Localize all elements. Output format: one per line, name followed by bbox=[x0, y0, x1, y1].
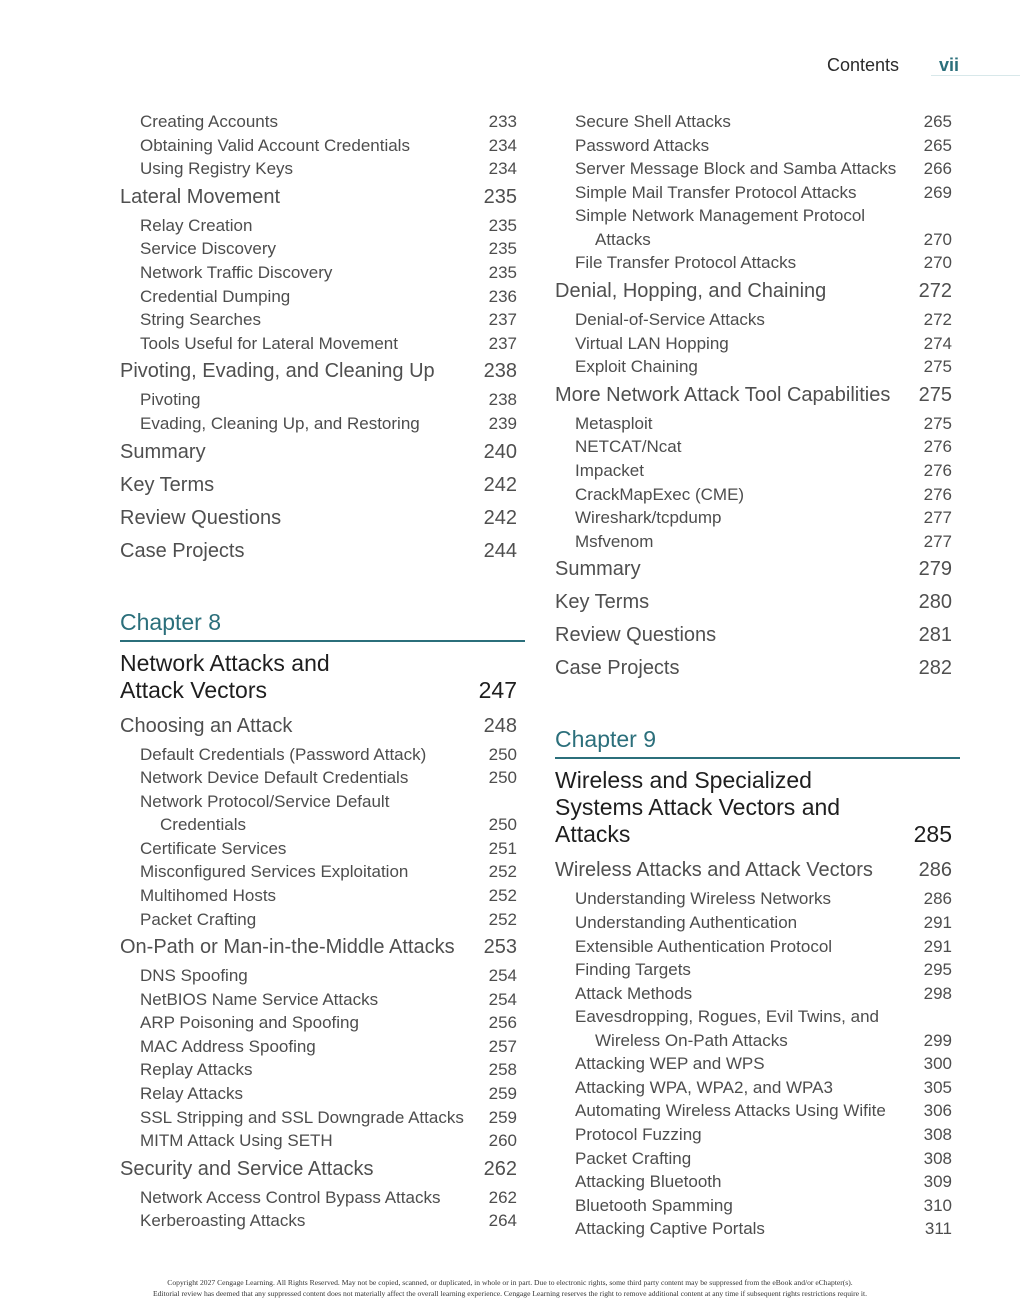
toc-subsection-entry bbox=[120, 157, 517, 181]
chapter-title-block bbox=[555, 767, 952, 848]
toc-entry-title: Certificate Services bbox=[140, 838, 287, 858]
toc-entry-title: Credential Dumping bbox=[140, 286, 291, 306]
toc-entry-page: 309 bbox=[923, 1172, 952, 1192]
toc-entry-title: ARP Poisoning and Spoofing bbox=[140, 1013, 359, 1033]
toc-entry-page: 259 bbox=[488, 1107, 517, 1127]
toc-subsection-entry bbox=[120, 988, 517, 1012]
toc-section-entry bbox=[555, 652, 952, 685]
toc-column-left bbox=[120, 110, 517, 1233]
chapter-label: Chapter 9 bbox=[555, 726, 657, 753]
toc-subsection-entry bbox=[555, 332, 952, 356]
toc-subsection-entry bbox=[120, 837, 517, 861]
toc-entry-title: Wireshark/tcpdump bbox=[575, 508, 722, 528]
toc-section-entry bbox=[120, 535, 517, 568]
toc-entry-title bbox=[120, 790, 489, 837]
toc-entry-title: Key Terms bbox=[555, 591, 650, 614]
toc-subsection-entry bbox=[120, 964, 517, 988]
toc-entry-title-line: Eavesdropping, Rogues, Evil Twins, and bbox=[575, 1007, 879, 1027]
chapter-title-line: Systems Attack Vectors and bbox=[555, 794, 841, 821]
toc-entry-page: 237 bbox=[488, 333, 517, 353]
toc-entry-title-line: Wireless On-Path Attacks bbox=[595, 1030, 788, 1050]
toc-subsection-entry bbox=[120, 1106, 517, 1130]
chapter-title-line: Attack Vectors bbox=[120, 676, 268, 703]
toc-subsection-entry bbox=[555, 204, 952, 251]
toc-entry-title: MAC Address Spoofing bbox=[140, 1036, 316, 1056]
toc-entry-page: 306 bbox=[923, 1101, 952, 1121]
toc-entry-title: Protocol Fuzzing bbox=[575, 1125, 702, 1145]
toc-entry-title bbox=[555, 1005, 924, 1052]
toc-entry-page: 259 bbox=[488, 1084, 517, 1104]
toc-section-entry bbox=[555, 275, 952, 308]
toc-entry-page: 299 bbox=[923, 1030, 952, 1050]
toc-entry-title: Service Discovery bbox=[140, 239, 277, 259]
toc-subsection-entry bbox=[120, 1209, 517, 1233]
toc-section-entry bbox=[555, 586, 952, 619]
toc-section-entry bbox=[120, 355, 517, 388]
toc-entry-page: 280 bbox=[918, 591, 952, 614]
toc-entry-title: Case Projects bbox=[555, 657, 680, 680]
page-number: vii bbox=[939, 55, 960, 75]
toc-entry-title bbox=[555, 204, 924, 251]
toc-entry-page: 295 bbox=[923, 960, 952, 980]
toc-entry-title: Bluetooth Spamming bbox=[575, 1195, 733, 1215]
toc-entry-page: 250 bbox=[488, 744, 517, 764]
toc-entry-title: Kerberoasting Attacks bbox=[140, 1211, 306, 1231]
toc-entry-page: 291 bbox=[923, 936, 952, 956]
toc-entry-title: On-Path or Man-in-the-Middle Attacks bbox=[120, 936, 455, 959]
toc-entry-page: 254 bbox=[488, 989, 517, 1009]
chapter-title-line: Attacks bbox=[555, 821, 631, 848]
chapter-title-row bbox=[555, 767, 952, 794]
toc-entry-title: Attacking Bluetooth bbox=[575, 1172, 722, 1192]
toc-entry-page: 238 bbox=[488, 390, 517, 410]
toc-entry-title: NetBIOS Name Service Attacks bbox=[140, 989, 379, 1009]
toc-entry-title: Replay Attacks bbox=[140, 1060, 253, 1080]
toc-entry-title: Relay Attacks bbox=[140, 1084, 243, 1104]
chapter-page: 285 bbox=[913, 821, 952, 848]
toc-subsection-entry bbox=[120, 308, 517, 332]
toc-entry-title: Server Message Block and Samba Attacks bbox=[575, 159, 897, 179]
toc-entry-page: 298 bbox=[923, 983, 952, 1003]
toc-entry-page: 311 bbox=[924, 1219, 952, 1239]
toc-entry-title: Pivoting, Evading, and Cleaning Up bbox=[120, 360, 435, 383]
toc-entry-page: 265 bbox=[923, 135, 952, 155]
toc-entry-page: 239 bbox=[488, 413, 517, 433]
toc-entry-page: 276 bbox=[923, 437, 952, 457]
toc-subsection-entry bbox=[120, 332, 517, 356]
toc-entry-page: 269 bbox=[923, 182, 952, 202]
toc-entry-title: Network Access Control Bypass Attacks bbox=[140, 1187, 441, 1207]
toc-subsection-entry bbox=[120, 1011, 517, 1035]
toc-entry-page: 275 bbox=[918, 383, 952, 406]
toc-entry-title: Understanding Wireless Networks bbox=[575, 889, 832, 909]
toc-subsection-entry bbox=[555, 911, 952, 935]
toc-subsection-entry bbox=[120, 237, 517, 261]
toc-entry-page: 277 bbox=[923, 508, 952, 528]
toc-subsection-entry bbox=[120, 766, 517, 790]
toc-subsection-entry bbox=[555, 308, 952, 332]
toc-subsection-entry bbox=[555, 157, 952, 181]
toc-entry-title: File Transfer Protocol Attacks bbox=[575, 253, 797, 273]
toc-entry-page: 237 bbox=[488, 310, 517, 330]
toc-entry-page: 248 bbox=[483, 714, 517, 737]
toc-entry-page: 252 bbox=[488, 862, 517, 882]
toc-entry-page: 235 bbox=[488, 239, 517, 259]
toc-section-entry bbox=[120, 931, 517, 964]
toc-entry-title: Lateral Movement bbox=[120, 185, 281, 208]
chapter-title-row bbox=[555, 821, 952, 848]
toc-section-entry bbox=[120, 181, 517, 214]
toc-entry-title: Password Attacks bbox=[575, 135, 710, 155]
toc-entry-title: Network Traffic Discovery bbox=[140, 262, 333, 282]
toc-entry-title: Understanding Authentication bbox=[575, 912, 798, 932]
toc-entry-title: Extensible Authentication Protocol bbox=[575, 936, 833, 956]
toc-subsection-entry bbox=[555, 1005, 952, 1052]
toc-entry-title: Evading, Cleaning Up, and Restoring bbox=[140, 413, 420, 433]
toc-list bbox=[555, 110, 952, 685]
toc-subsection-entry bbox=[120, 261, 517, 285]
toc-entry-page: 274 bbox=[923, 333, 952, 353]
toc-entry-page: 236 bbox=[488, 286, 517, 306]
toc-subsection-entry bbox=[555, 1052, 952, 1076]
chapter-page: 247 bbox=[478, 676, 517, 703]
toc-subsection-entry bbox=[120, 412, 517, 436]
running-header bbox=[0, 55, 1020, 77]
toc-entry-page: 305 bbox=[923, 1077, 952, 1097]
chapter-title-row bbox=[120, 677, 517, 704]
toc-entry-page: 279 bbox=[918, 558, 952, 581]
copyright-footer bbox=[0, 1277, 1020, 1299]
toc-subsection-entry bbox=[555, 251, 952, 275]
toc-entry-page: 250 bbox=[488, 815, 517, 835]
toc-entry-title: Denial, Hopping, and Chaining bbox=[555, 279, 827, 302]
toc-entry-title: Relay Creation bbox=[140, 215, 253, 235]
toc-subsection-entry bbox=[120, 1035, 517, 1059]
toc-entry-page: 235 bbox=[488, 215, 517, 235]
toc-entry-page: 310 bbox=[923, 1195, 952, 1215]
toc-entry-page: 252 bbox=[488, 885, 517, 905]
toc-subsection-entry bbox=[120, 214, 517, 238]
toc-entry-page: 254 bbox=[488, 966, 517, 986]
toc-section-entry bbox=[555, 379, 952, 412]
toc-subsection-entry bbox=[120, 743, 517, 767]
toc-entry-page: 238 bbox=[483, 360, 517, 383]
toc-subsection-entry bbox=[555, 412, 952, 436]
toc-entry-page: 275 bbox=[923, 413, 952, 433]
toc-entry-page: 270 bbox=[923, 229, 952, 249]
copyright-line: Copyright 2027 Cengage Learning. All Rights Reserved. May not be copied, scanned, or duplicated, in whole or in part. Due to electronic rights, some third party content may be suppressed from the eBook and/or eChapter(s). bbox=[167, 1278, 853, 1287]
toc-entry-page: 235 bbox=[483, 185, 517, 208]
toc-subsection-entry bbox=[120, 1129, 517, 1153]
toc-entry-title: Review Questions bbox=[120, 506, 282, 529]
toc-entry-title: Summary bbox=[555, 558, 641, 581]
toc-entry-page: 291 bbox=[923, 912, 952, 932]
toc-list bbox=[120, 710, 517, 1234]
toc-subsection-entry bbox=[555, 435, 952, 459]
toc-entry-page: 253 bbox=[483, 936, 517, 959]
toc-entry-page: 270 bbox=[923, 253, 952, 273]
toc-entry-page: 281 bbox=[918, 624, 952, 647]
toc-entry-title: Creating Accounts bbox=[140, 112, 278, 131]
toc-entry-title: Default Credentials (Password Attack) bbox=[140, 744, 427, 764]
toc-entry-title: Using Registry Keys bbox=[140, 159, 294, 179]
toc-subsection-entry bbox=[555, 134, 952, 158]
toc-entry-page: 240 bbox=[483, 440, 517, 463]
toc-entry-page: 234 bbox=[488, 159, 517, 179]
toc-entry-title: Attacking Captive Portals bbox=[575, 1219, 765, 1239]
toc-subsection-entry bbox=[120, 908, 517, 932]
chapter-title-line: Network Attacks and bbox=[120, 649, 330, 676]
toc-subsection-entry bbox=[555, 506, 952, 530]
toc-entry-page: 282 bbox=[918, 657, 952, 680]
toc-subsection-entry bbox=[555, 1217, 952, 1241]
toc-entry-title: Wireless Attacks and Attack Vectors bbox=[555, 859, 873, 882]
toc-entry-title: Misconfigured Services Exploitation bbox=[140, 862, 409, 882]
toc-subsection-entry bbox=[555, 887, 952, 911]
toc-list bbox=[555, 854, 952, 1241]
toc-section-entry bbox=[120, 469, 517, 502]
toc-entry-title: SSL Stripping and SSL Downgrade Attacks bbox=[140, 1107, 464, 1127]
toc-entry-title: Secure Shell Attacks bbox=[575, 112, 731, 131]
toc-subsection-entry bbox=[120, 134, 517, 158]
toc-entry-title: Choosing an Attack bbox=[120, 714, 293, 737]
toc-entry-page: 265 bbox=[923, 112, 952, 131]
toc-entry-title: Summary bbox=[120, 440, 206, 463]
toc-subsection-entry bbox=[555, 935, 952, 959]
toc-subsection-entry bbox=[555, 181, 952, 205]
toc-entry-title: Impacket bbox=[575, 460, 644, 480]
toc-subsection-entry bbox=[120, 1058, 517, 1082]
toc-entry-title: Exploit Chaining bbox=[575, 357, 698, 377]
toc-entry-title: Packet Crafting bbox=[575, 1148, 692, 1168]
toc-entry-page: 244 bbox=[483, 539, 517, 562]
toc-entry-title: Virtual LAN Hopping bbox=[575, 333, 729, 353]
toc-entry-page: 262 bbox=[488, 1187, 517, 1207]
toc-entry-page: 276 bbox=[923, 460, 952, 480]
running-header-title: Contents bbox=[826, 55, 899, 75]
toc-entry-title: Automating Wireless Attacks Using Wifite bbox=[575, 1101, 886, 1121]
chapter-rule bbox=[555, 757, 960, 759]
toc-entry-title-line: Network Protocol/Service Default bbox=[140, 791, 390, 811]
toc-subsection-entry bbox=[555, 958, 952, 982]
toc-entry-title-line: Simple Network Management Protocol bbox=[575, 206, 866, 226]
toc-subsection-entry bbox=[120, 285, 517, 309]
toc-entry-title: DNS Spoofing bbox=[140, 966, 248, 986]
toc-entry-title: Msfvenom bbox=[575, 531, 654, 551]
toc-entry-title: Security and Service Attacks bbox=[120, 1157, 374, 1180]
toc-subsection-entry bbox=[555, 1123, 952, 1147]
toc-entry-title: Attacking WEP and WPS bbox=[575, 1054, 765, 1074]
toc-entry-page: 242 bbox=[483, 473, 517, 496]
toc-subsection-entry bbox=[555, 1147, 952, 1171]
toc-subsection-entry bbox=[555, 110, 952, 134]
toc-subsection-entry bbox=[120, 1082, 517, 1106]
toc-entry-title: Key Terms bbox=[120, 473, 215, 496]
toc-entry-title: Finding Targets bbox=[575, 960, 691, 980]
toc-subsection-entry bbox=[120, 110, 517, 134]
toc-entry-page: 277 bbox=[923, 531, 952, 551]
toc-entry-page: 252 bbox=[488, 909, 517, 929]
toc-subsection-entry bbox=[555, 982, 952, 1006]
toc-subsection-entry bbox=[555, 1170, 952, 1194]
toc-entry-title: Pivoting bbox=[140, 390, 201, 410]
toc-entry-page: 286 bbox=[918, 859, 952, 882]
toc-subsection-entry bbox=[120, 1186, 517, 1210]
toc-entry-title: Multihomed Hosts bbox=[140, 885, 277, 905]
toc-entry-title: Packet Crafting bbox=[140, 909, 257, 929]
toc-column-right bbox=[555, 110, 952, 1241]
toc-entry-page: 286 bbox=[923, 889, 952, 909]
chapter-label: Chapter 8 bbox=[120, 608, 222, 635]
toc-entry-title: Network Device Default Credentials bbox=[140, 768, 409, 788]
toc-entry-page: 276 bbox=[923, 484, 952, 504]
toc-subsection-entry bbox=[555, 530, 952, 554]
chapter-title-line: Wireless and Specialized bbox=[555, 767, 812, 794]
toc-entry-title: NETCAT/Ncat bbox=[575, 437, 682, 457]
toc-entry-page: 234 bbox=[488, 135, 517, 155]
toc-entry-page: 272 bbox=[923, 309, 952, 329]
toc-entry-page: 242 bbox=[483, 506, 517, 529]
toc-entry-title: Obtaining Valid Account Credentials bbox=[140, 135, 410, 155]
toc-subsection-entry bbox=[555, 1194, 952, 1218]
toc-section-entry bbox=[120, 502, 517, 535]
toc-entry-page: 300 bbox=[923, 1054, 952, 1074]
toc-entry-page: 233 bbox=[488, 112, 517, 131]
toc-entry-page: 272 bbox=[918, 279, 952, 302]
chapter-title-block bbox=[120, 650, 517, 704]
header-rule bbox=[931, 75, 1020, 76]
chapter-title-row bbox=[555, 794, 952, 821]
toc-subsection-entry bbox=[555, 483, 952, 507]
toc-entry-page: 235 bbox=[488, 262, 517, 282]
toc-entry-title-line: Credentials bbox=[160, 815, 246, 835]
toc-entry-title: More Network Attack Tool Capabilities bbox=[555, 383, 891, 406]
toc-entry-title: Case Projects bbox=[120, 539, 245, 562]
toc-entry-title: MITM Attack Using SETH bbox=[140, 1131, 333, 1151]
toc-entry-title: Attack Methods bbox=[575, 983, 693, 1003]
toc-subsection-entry bbox=[120, 860, 517, 884]
toc-entry-page: 262 bbox=[483, 1157, 517, 1180]
toc-subsection-entry bbox=[120, 790, 517, 837]
toc-entry-page: 266 bbox=[923, 159, 952, 179]
toc-subsection-entry bbox=[555, 459, 952, 483]
toc-subsection-entry bbox=[555, 1076, 952, 1100]
toc-entry-title: Denial-of-Service Attacks bbox=[575, 309, 765, 329]
toc-entry-title: Attacking WPA, WPA2, and WPA3 bbox=[575, 1077, 833, 1097]
toc-entry-title: Tools Useful for Lateral Movement bbox=[140, 333, 398, 353]
toc-section-entry bbox=[555, 553, 952, 586]
toc-section-entry bbox=[120, 710, 517, 743]
toc-entry-title: CrackMapExec (CME) bbox=[575, 484, 745, 504]
toc-section-entry bbox=[120, 436, 517, 469]
toc-entry-page: 256 bbox=[488, 1013, 517, 1033]
toc-entry-page: 257 bbox=[488, 1036, 517, 1056]
toc-entry-title: Simple Mail Transfer Protocol Attacks bbox=[575, 182, 857, 202]
copyright-line: Editorial review has deemed that any suppressed content does not materially affect the overall learning experience. Cengage Learning reserves the right to remove additional content at any time if subsequent rights restrictions require it. bbox=[152, 1289, 868, 1298]
toc-entry-title: String Searches bbox=[140, 310, 261, 330]
toc-section-entry bbox=[120, 1153, 517, 1186]
toc-entry-page: 251 bbox=[488, 838, 517, 858]
toc-list bbox=[120, 110, 517, 568]
toc-subsection-entry bbox=[555, 1099, 952, 1123]
toc-entry-page: 250 bbox=[488, 768, 517, 788]
toc-entry-page: 258 bbox=[488, 1060, 517, 1080]
toc-entry-page: 264 bbox=[488, 1211, 517, 1231]
toc-entry-page: 275 bbox=[923, 357, 952, 377]
toc-entry-page: 308 bbox=[923, 1148, 952, 1168]
toc-entry-title-line: Attacks bbox=[595, 229, 651, 249]
toc-entry-page: 260 bbox=[488, 1131, 517, 1151]
toc-section-entry bbox=[555, 854, 952, 887]
chapter-title-row bbox=[120, 650, 517, 677]
toc-subsection-entry bbox=[120, 884, 517, 908]
toc-entry-page: 308 bbox=[923, 1125, 952, 1145]
toc-entry-title: Metasploit bbox=[575, 413, 653, 433]
chapter-rule bbox=[120, 640, 525, 642]
toc-subsection-entry bbox=[555, 355, 952, 379]
toc-entry-title: Review Questions bbox=[555, 624, 717, 647]
toc-subsection-entry bbox=[120, 388, 517, 412]
toc-section-entry bbox=[555, 619, 952, 652]
